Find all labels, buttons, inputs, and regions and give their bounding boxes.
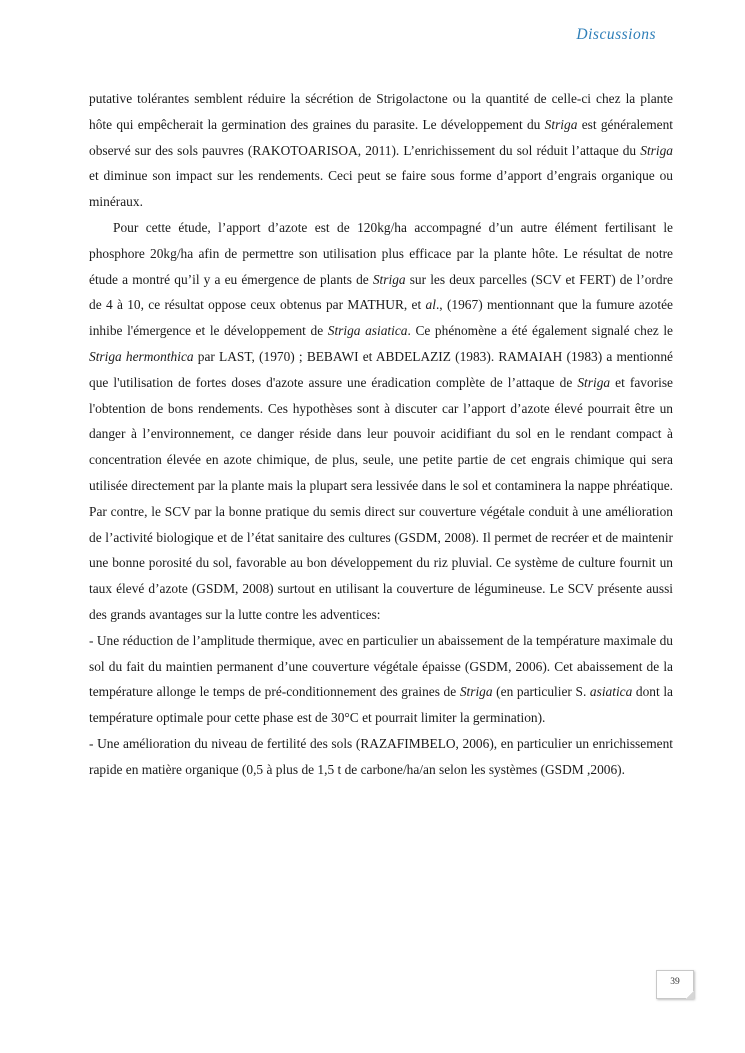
- text-run: sur les deux parcelles (SCV et FERT) de l’ordre de 4 à 10, ce résultat oppose ceux obtenus par MATHUR, et: [89, 271, 673, 313]
- text-run: et favorise l'obtention de bons rendements. Ces hypothèses sont à discuter car l’apport d’azote élevé pourrait être un danger à l’environnement, ce danger réside dans leur pouvoir acidifiant du sol en le rendant compact à concentration élevée en azote chimique, de plus, seule, une petite partie de cet engrais chimique qui sera utilisée directement par la plante mais la plupart sera lessivée dans le sol et contaminera la nappe phréatique. Par contre, le SCV par la bonne pratique du semis direct sur couverture végétale conduit à une amélioration de l’activité biologique et de l’état sanitaire des cultures (GSDM, 2008). Il permet de recréer et de maintenir une bonne porosité du sol, favorable au bon développement du riz pluvial. Ce système de culture fournit un taux élevé d’azote (GSDM, 2008) surtout en utilisant la couverture de légumineuse. Le SCV présente aussi des grands avantages sur la lutte contre les adventices:: [89, 374, 673, 622]
- italic-term: Striga: [544, 116, 578, 132]
- text-run: est généralement observé sur des sols pauvres (RAKOTOARISOA, 2011). L’enrichissement du sol réduit l’attaque du: [89, 116, 673, 158]
- text-run: Pour cette étude, l’apport d’azote est de 120kg/ha accompagné d’un autre élément fertilisant le phosphore 20kg/ha afin de permettre son utilisation plus efficace par la plante hôte. Le résultat de notre étude a montré qu’il y a eu émergence de plants de: [89, 219, 673, 287]
- paragraph: [89, 215, 673, 628]
- text-run: - Une réduction de l’amplitude thermique, avec en particulier un abaissement de la température maximale du sol du fait du maintien permanent d’une couverture végétale épaisse (GSDM, 2006). Cet abaissement de la température allonge le temps de pré-conditionnement des graines de: [89, 632, 673, 700]
- paragraph: [89, 86, 673, 215]
- text-run: . Ce phénomène a été également signalé chez le: [407, 323, 673, 339]
- document-body: [89, 86, 673, 783]
- text-run: ., (1967) mentionnant que la fumure azotée inhibe l'émergence et le développement de: [89, 297, 673, 339]
- italic-term: Striga hermonthica: [89, 348, 194, 364]
- italic-term: Striga: [640, 142, 673, 158]
- text-run: par LAST, (1970) ; BEBAWI et ABDELAZIZ (1983). RAMAIAH (1983) a mentionné que l'utilisation de fortes doses d'azote assure une éradication complète de l’attaque de: [89, 348, 673, 390]
- page-number-box: [656, 970, 694, 999]
- page-number: 39: [670, 977, 680, 987]
- text-run: dont la température optimale pour cette phase est de 30°C et pourrait limiter la germination).: [89, 684, 673, 726]
- text-run: - Une amélioration du niveau de fertilité des sols (RAZAFIMBELO, 2006), en particulier un enrichissement rapide en matière organique (0,5 à plus de 1,5 t de carbone/ha/an selon les systèmes (GSDM ,2006).: [89, 735, 673, 777]
- italic-term: Striga: [577, 374, 611, 390]
- bullet-item: [89, 628, 673, 731]
- italic-term: asiatica: [589, 684, 633, 700]
- italic-term: Striga: [459, 684, 493, 700]
- text-run: (en particulier S.: [492, 684, 590, 700]
- italic-term: Striga asiatica: [327, 323, 408, 339]
- italic-term: Striga: [372, 271, 406, 287]
- text-run: putative tolérantes semblent réduire la sécrétion de Strigolactone ou la quantité de celle-ci chez la plante hôte qui empêcherait la germination des graines du parasite. Le développement du: [89, 91, 673, 132]
- italic-term: al: [425, 297, 436, 313]
- bullet-item: [89, 731, 673, 783]
- section-header: Discussions: [576, 26, 656, 43]
- text-run: et diminue son impact sur les rendements. Ceci peut se faire sous forme d’apport d’engrais organique ou minéraux.: [89, 168, 673, 210]
